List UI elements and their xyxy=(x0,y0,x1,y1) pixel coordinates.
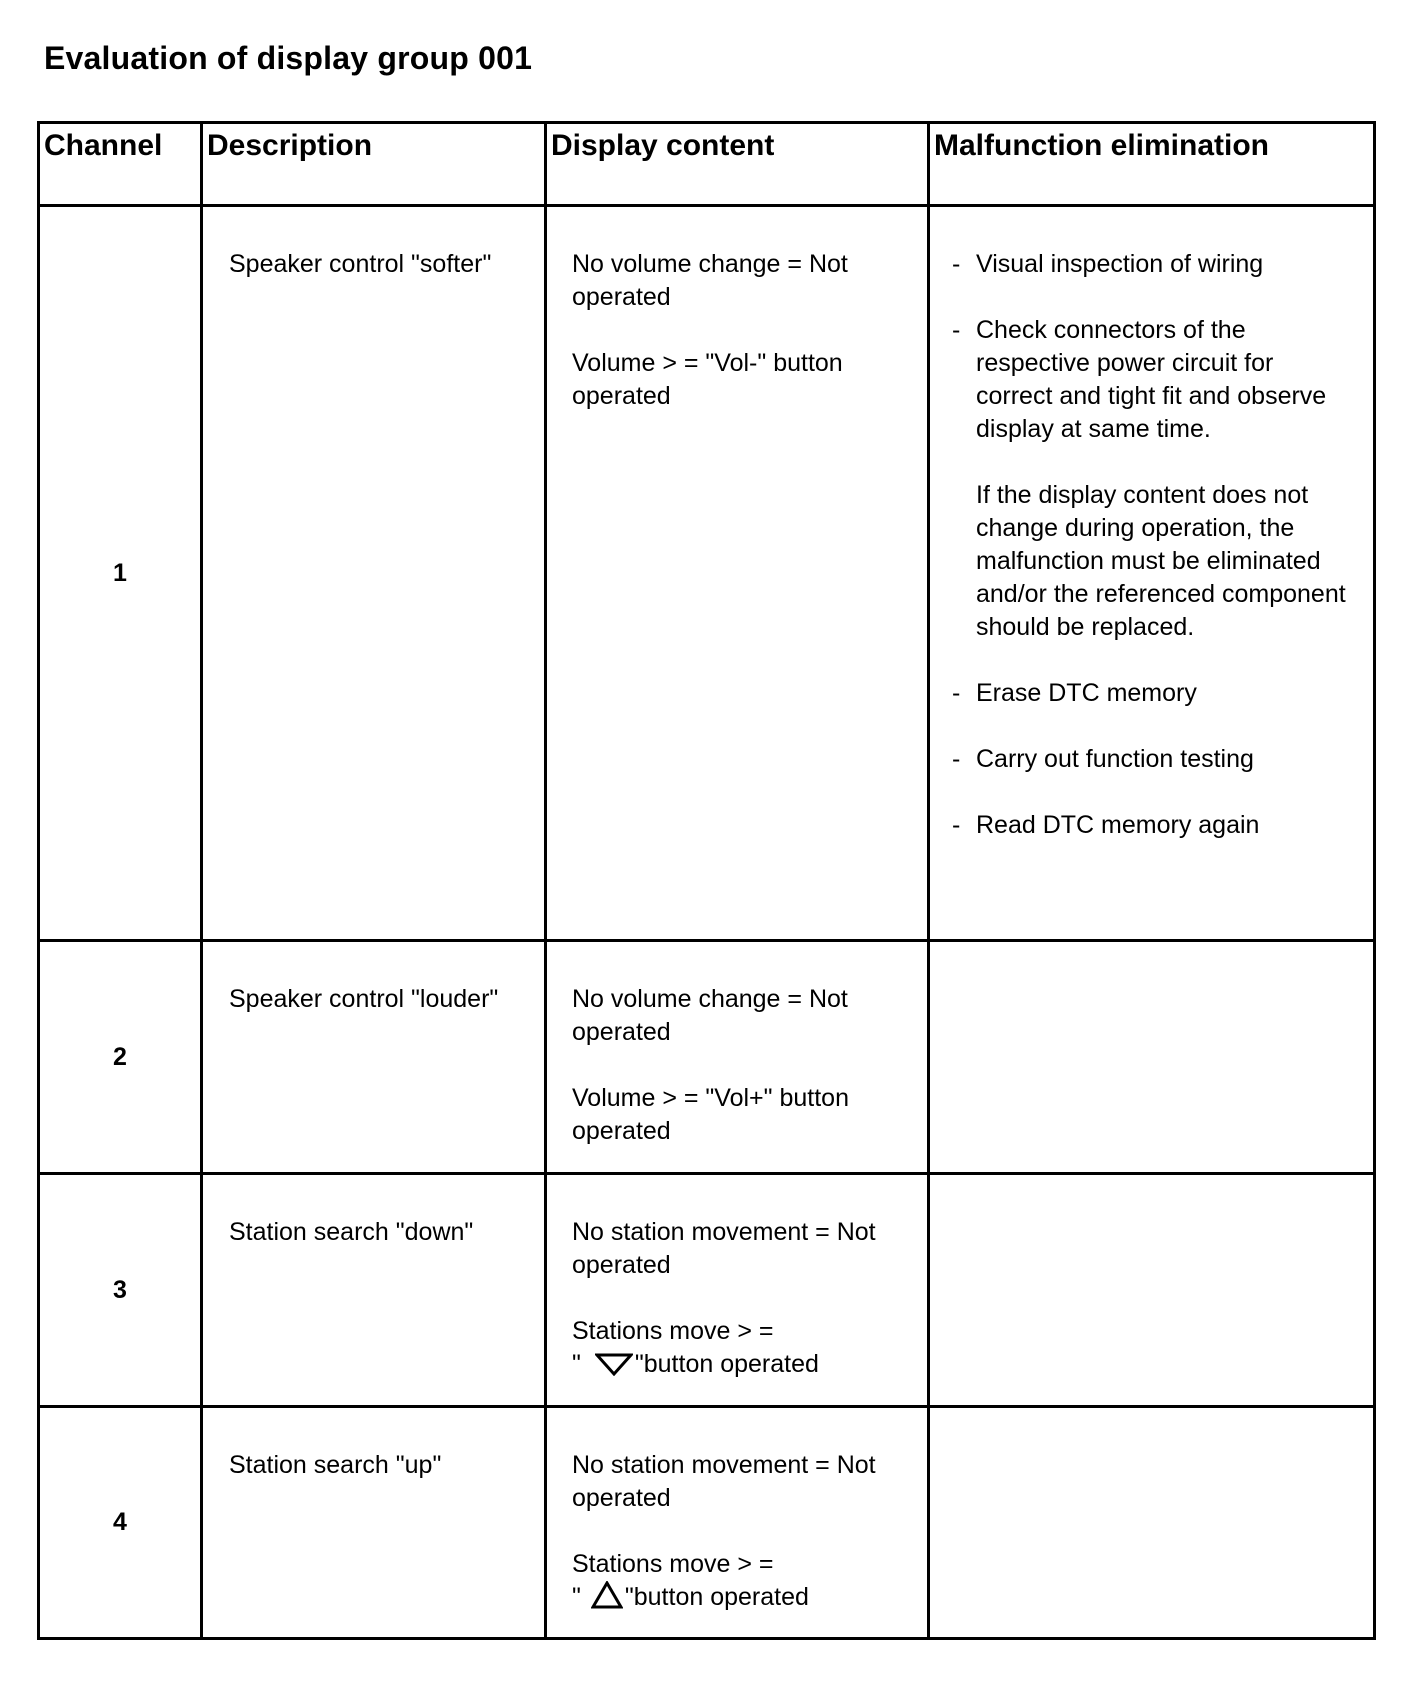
list-item xyxy=(952,809,1353,842)
description-text: Speaker control "softer" xyxy=(229,250,492,278)
malfunction-cell-empty xyxy=(929,1407,1375,1639)
bullet-dash: - xyxy=(952,316,961,344)
header-display-content: Display content xyxy=(546,123,929,206)
channel-cell: 3 xyxy=(39,1174,202,1407)
malfunction-cell-empty xyxy=(929,1174,1375,1407)
display-text: Volume > = "Vol-" button operated xyxy=(572,349,843,410)
list-item xyxy=(952,314,1353,446)
bullet-dash: - xyxy=(952,745,961,773)
page-title: Evaluation of display group 001 xyxy=(44,40,533,76)
display-content-cell xyxy=(546,1174,929,1407)
list-item xyxy=(952,248,1353,281)
malfunction-note: If the display content does not change during operation, the malfunction must be eliminated and/or the referenced component should be replaced. xyxy=(976,481,1346,641)
display-text: No volume change = Not operated xyxy=(572,250,848,311)
list-item xyxy=(952,743,1353,776)
header-malfunction-elimination: Malfunction elimination xyxy=(929,123,1375,206)
triangle-down-icon xyxy=(595,1352,633,1385)
description-cell xyxy=(202,1407,546,1639)
header-row xyxy=(39,123,1375,206)
table-row xyxy=(39,1174,1375,1407)
description-cell xyxy=(202,1174,546,1407)
display-text-line: "button operated xyxy=(634,1350,819,1378)
header-channel: Channel xyxy=(39,123,202,206)
step-text: Carry out function testing xyxy=(976,745,1254,773)
channel-cell: 4 xyxy=(39,1407,202,1639)
table-row xyxy=(39,206,1375,941)
channel-cell: 1 xyxy=(39,206,202,941)
display-content-cell xyxy=(546,1407,929,1639)
display-text-line: Stations move > = xyxy=(572,1317,774,1345)
description-text: Speaker control "louder" xyxy=(229,985,499,1013)
display-text xyxy=(572,1315,907,1385)
table-row xyxy=(39,1407,1375,1639)
step-text: Read DTC memory again xyxy=(976,811,1260,839)
step-text: Erase DTC memory xyxy=(976,679,1197,707)
display-text: No volume change = Not operated xyxy=(572,985,848,1046)
display-text: No station movement = Not operated xyxy=(572,1218,876,1279)
display-text xyxy=(572,1548,907,1618)
triangle-up-icon xyxy=(591,1581,623,1618)
description-text: Station search "up" xyxy=(229,1451,442,1479)
display-content-cell xyxy=(546,206,929,941)
quote-mark: " xyxy=(572,1583,581,1611)
table-row xyxy=(39,941,1375,1174)
step-text: Check connectors of the respective power circuit for correct and tight fit and observe display at same time. xyxy=(976,316,1327,443)
display-content-cell xyxy=(546,941,929,1174)
header-description: Description xyxy=(202,123,546,206)
evaluation-table xyxy=(37,121,1376,1640)
bullet-dash: - xyxy=(952,250,961,278)
list-item xyxy=(952,677,1353,710)
display-text-line: "button operated xyxy=(624,1583,809,1611)
malfunction-cell xyxy=(929,206,1375,941)
bullet-dash: - xyxy=(952,679,961,707)
display-text: Volume > = "Vol+" button operated xyxy=(572,1084,849,1145)
channel-cell: 2 xyxy=(39,941,202,1174)
quote-mark: " xyxy=(572,1350,581,1378)
description-cell xyxy=(202,206,546,941)
display-text-line: Stations move > = xyxy=(572,1550,774,1578)
display-text: No station movement = Not operated xyxy=(572,1451,876,1512)
description-text: Station search "down" xyxy=(229,1218,474,1246)
description-cell xyxy=(202,941,546,1174)
step-text: Visual inspection of wiring xyxy=(976,250,1264,278)
malfunction-cell-empty xyxy=(929,941,1375,1174)
bullet-dash: - xyxy=(952,811,961,839)
